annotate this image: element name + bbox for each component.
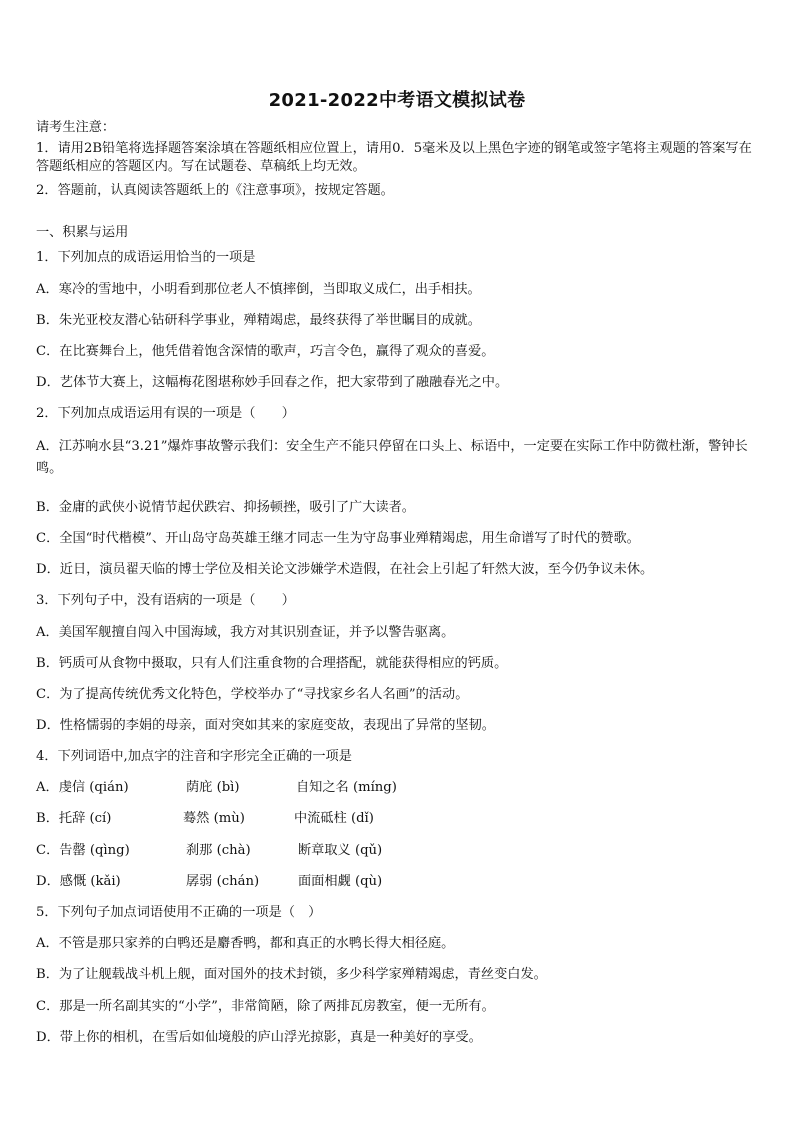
q2-option-b: B．金庸的武侠小说情节起伏跌宕、抑扬顿挫，吸引了广大读者。 <box>36 500 415 515</box>
q4-option-b-word-2: 蓦然 (mù) <box>183 811 245 826</box>
q5-option-c: C．那是一所名副其实的“小学”，非常简陋，除了两排瓦房教室，便一无所有。 <box>36 999 495 1014</box>
notice-heading: 请考生注意： <box>36 120 116 135</box>
q4-option-a-word-2: 荫庇 (bì) <box>186 780 240 795</box>
q2-option-c: C．全国“时代楷模”、开山岛守岛英雄王继才同志一生为守岛事业殚精竭虑，用生命谱写了时代的赞歌。 <box>36 531 640 546</box>
notice-item-2: 2．答题前，认真阅读答题纸上的《注意事项》，按规定答题。 <box>36 183 394 198</box>
q3-option-a: A．美国军舰擅自闯入中国海域，我方对其识别查证，并予以警告驱离。 <box>36 625 455 640</box>
exam-title: 2021-2022中考语文模拟试卷 <box>268 90 526 111</box>
q4-option-b-word-3: 中流砥柱 (dǐ) <box>294 811 374 826</box>
q5-option-b: B．为了让舰载战斗机上舰，面对国外的技术封锁，多少科学家殚精竭虑，青丝变白发。 <box>36 967 547 982</box>
q5-option-a: A．不管是那只家养的白鸭还是麝香鸭，都和真正的水鸭长得大相径庭。 <box>36 936 455 951</box>
q1-option-c: C．在比赛舞台上，他凭借着饱含深情的歌声，巧言令色，赢得了观众的喜爱。 <box>36 344 495 359</box>
q3-option-c: C．为了提高传统优秀文化特色，学校举办了“寻找家乡名人名画”的活动。 <box>36 687 469 702</box>
q2-option-a: A．江苏响水县“3.21”爆炸事故警示我们：安全生产不能只停留在口头上、标语中，一定要在实际工作中防微杜渐，警钟长鸣。 <box>36 439 748 476</box>
q4-option-d-word-2: 孱弱 (chán) <box>186 874 260 889</box>
q3-stem: 3．下列句子中，没有语病的一项是（ ） <box>36 593 295 608</box>
q5-stem: 5．下列句子加点词语使用不正确的一项是（ ） <box>36 905 322 920</box>
q4-option-d-word-1: D．感慨 (kǎi) <box>36 874 121 889</box>
section-heading: 一、积累与运用 <box>36 225 129 240</box>
q4-stem: 4．下列词语中,加点字的注音和字形完全正确的一项是 <box>36 749 352 764</box>
q2-option-d: D．近日，演员翟天临的博士学位及相关论文涉嫌学术造假，在社会上引起了轩然大波，至今仍争议未休。 <box>36 562 654 577</box>
q1-option-b: B．朱光亚校友潜心钻研科学事业，殚精竭虑，最终获得了举世瞩目的成就。 <box>36 313 481 328</box>
q4-option-d-word-3: 面面相觑 (qù) <box>298 874 383 889</box>
q4-option-b-word-1: B．托辞 (cí) <box>36 811 112 826</box>
q4-option-c-word-2: 刹那 (chà) <box>186 843 251 858</box>
q4-option-c-word-1: C．告罄 (qìng) <box>36 843 130 858</box>
q3-option-b: B．钙质可从食物中摄取，只有人们注重食物的合理搭配，就能获得相应的钙质。 <box>36 656 508 671</box>
q4-option-a-word-1: A．虔信 (qián) <box>36 780 129 795</box>
notice-item-1: 1．请用2B铅笔将选择题答案涂填在答题纸相应位置上，请用0．5毫米及以上黑色字迹的钢笔或签字笔将主观题的答案写在答题纸相应的答题区内。写在试题卷、草稿纸上均无效。 <box>36 141 752 174</box>
q3-option-d: D．性格懦弱的李娟的母亲，面对突如其来的家庭变故，表现出了异常的坚韧。 <box>36 718 495 733</box>
q2-stem: 2．下列加点成语运用有误的一项是（ ） <box>36 406 295 421</box>
q4-option-c-word-3: 断章取义 (qǔ) <box>298 843 383 858</box>
q5-option-d: D．带上你的相机，在雪后如仙境般的庐山浮光掠影，真是一种美好的享受。 <box>36 1030 482 1045</box>
q1-stem: 1．下列加点的成语运用恰当的一项是 <box>36 250 256 265</box>
q4-option-a-word-3: 自知之名 (míng) <box>296 780 397 795</box>
q1-option-d: D．艺体节大赛上，这幅梅花图堪称妙手回春之作，把大家带到了融融春光之中。 <box>36 375 509 390</box>
q1-option-a: A．寒冷的雪地中，小明看到那位老人不慎摔倒，当即取义成仁，出手相扶。 <box>36 282 481 297</box>
